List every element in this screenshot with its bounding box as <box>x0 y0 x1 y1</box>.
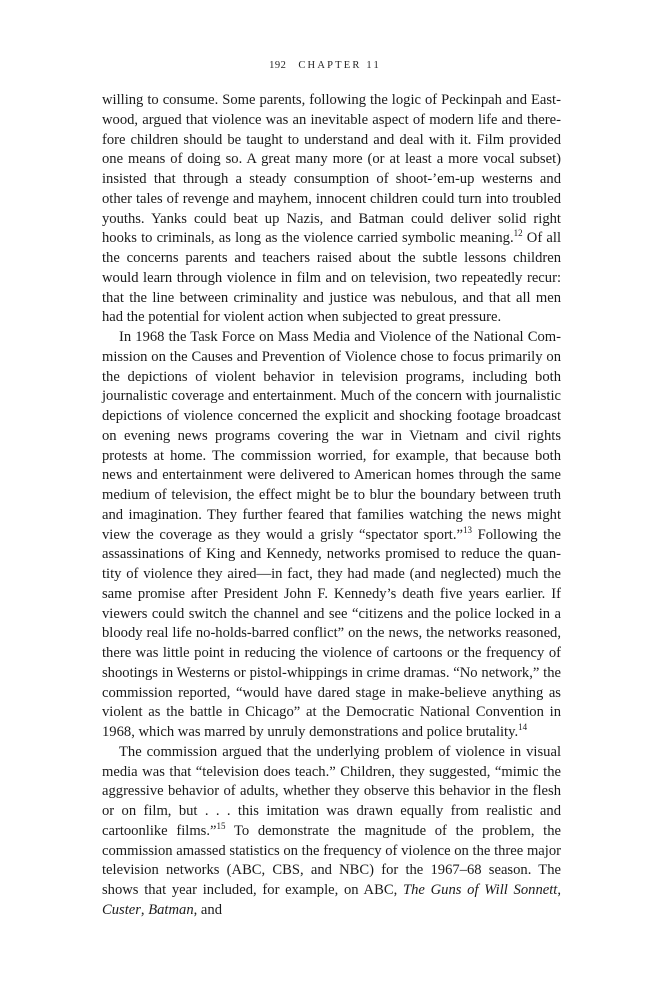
text-run: To demonstrate the magnitude of the problem, the commission amassed statistics on the frequency of violence on the three major television networks (ABC, CBS, and NBC) for the 1967–68 season. The shows that year included, for example, on ABC, <box>102 822 562 898</box>
footnote-ref: 14 <box>518 722 528 732</box>
italic-title: Custer <box>102 901 141 918</box>
body-text <box>102 91 561 921</box>
paragraph-1 <box>102 91 561 328</box>
text-run: willing to consume. Some parents, following the logic of Peckinpah and Eastwood, argued that violence was an inevitable aspect of modern life and therefore children should be taught to understand and deal with it. Film provided one means of doing so. A great many more (or at least a more vocal subset) insisted that through a steady consumption of shoot-’em-up westerns and other tales of revenge and mayhem, innocent children could turn into troubled youths. Yanks could beat up Nazis, and Batman could deliver solid right hooks to criminals, as long as the violence carried symbolic meaning. <box>102 92 561 247</box>
text-run: In 1968 the Task Force on Mass Media and Violence of the National Commission on the Causes and Prevention of Violence chose to focus primarily on the depictions of violent behavior in television programs, including both journalistic coverage and entertainment. Much of the concern with journalistic depictions of violence concerned the explicit and shocking footage broadcast on evening news programs covering the war in Vietnam and civil rights protests at home. The commission worried, for example, that because both news and entertainment were delivered to American homes through the same medium of television, the effect might be to blur the boundary between truth and imagination. They further feared that families watching the news might view the coverage as they would a grisly “spectator sport.” <box>102 329 561 543</box>
paragraph-3 <box>102 743 561 921</box>
chapter-title: CHAPTER 11 <box>298 60 381 71</box>
text-run: , and <box>193 901 222 918</box>
footnote-ref: 13 <box>463 524 472 535</box>
italic-title: Batman <box>148 901 194 918</box>
running-head <box>0 60 650 71</box>
text-run: Following the assassinations of King and Kennedy, networks promised to reduce the quantity of violence they aired—in fact, they had made (and neglected) much the same promise after President John F. Kennedy’s death five years earlier. If viewers could switch the channel and see “citizens and the police locked in a bloody real life no-holds-barred conflict” on the news, the networks reasoned, there was little point in reducing the violence of cartoons or the frequency of shootings in Westerns or pistol-whippings in crime dramas. “No network,” the commission reported, “would have dared stage in make-believe anything as violent as the battle in Chicago” at the Democratic National Convention in 1968, which was marred by unruly demonstrations and police brutality. <box>102 526 561 740</box>
italic-title: The Guns of Will Sonnett <box>402 882 558 898</box>
page-number: 192 <box>269 60 287 71</box>
text-run: , <box>140 901 149 918</box>
footnote-ref: 12 <box>513 228 523 239</box>
footnote-ref: 15 <box>216 820 226 831</box>
text-run: , <box>557 882 561 898</box>
text-run: Of all the concerns parents and teachers raised about the subtle lessons children would learn through violence in film and on television, two repeatedly recur: that the line between criminality and justice was nebulous, and that all men had the potential for violent action when subjected to great pressure. <box>102 230 561 326</box>
text-run: The commission argued that the underlying problem of violence in visual media was that “television does teach.” Children, they suggested, “mimic the aggressive behavior of adults, whether they observe this behavior in the flesh or on film, but . . . this imitation was drawn equally from realistic and cartoonlike films.” <box>102 743 561 839</box>
paragraph-2 <box>102 328 561 743</box>
